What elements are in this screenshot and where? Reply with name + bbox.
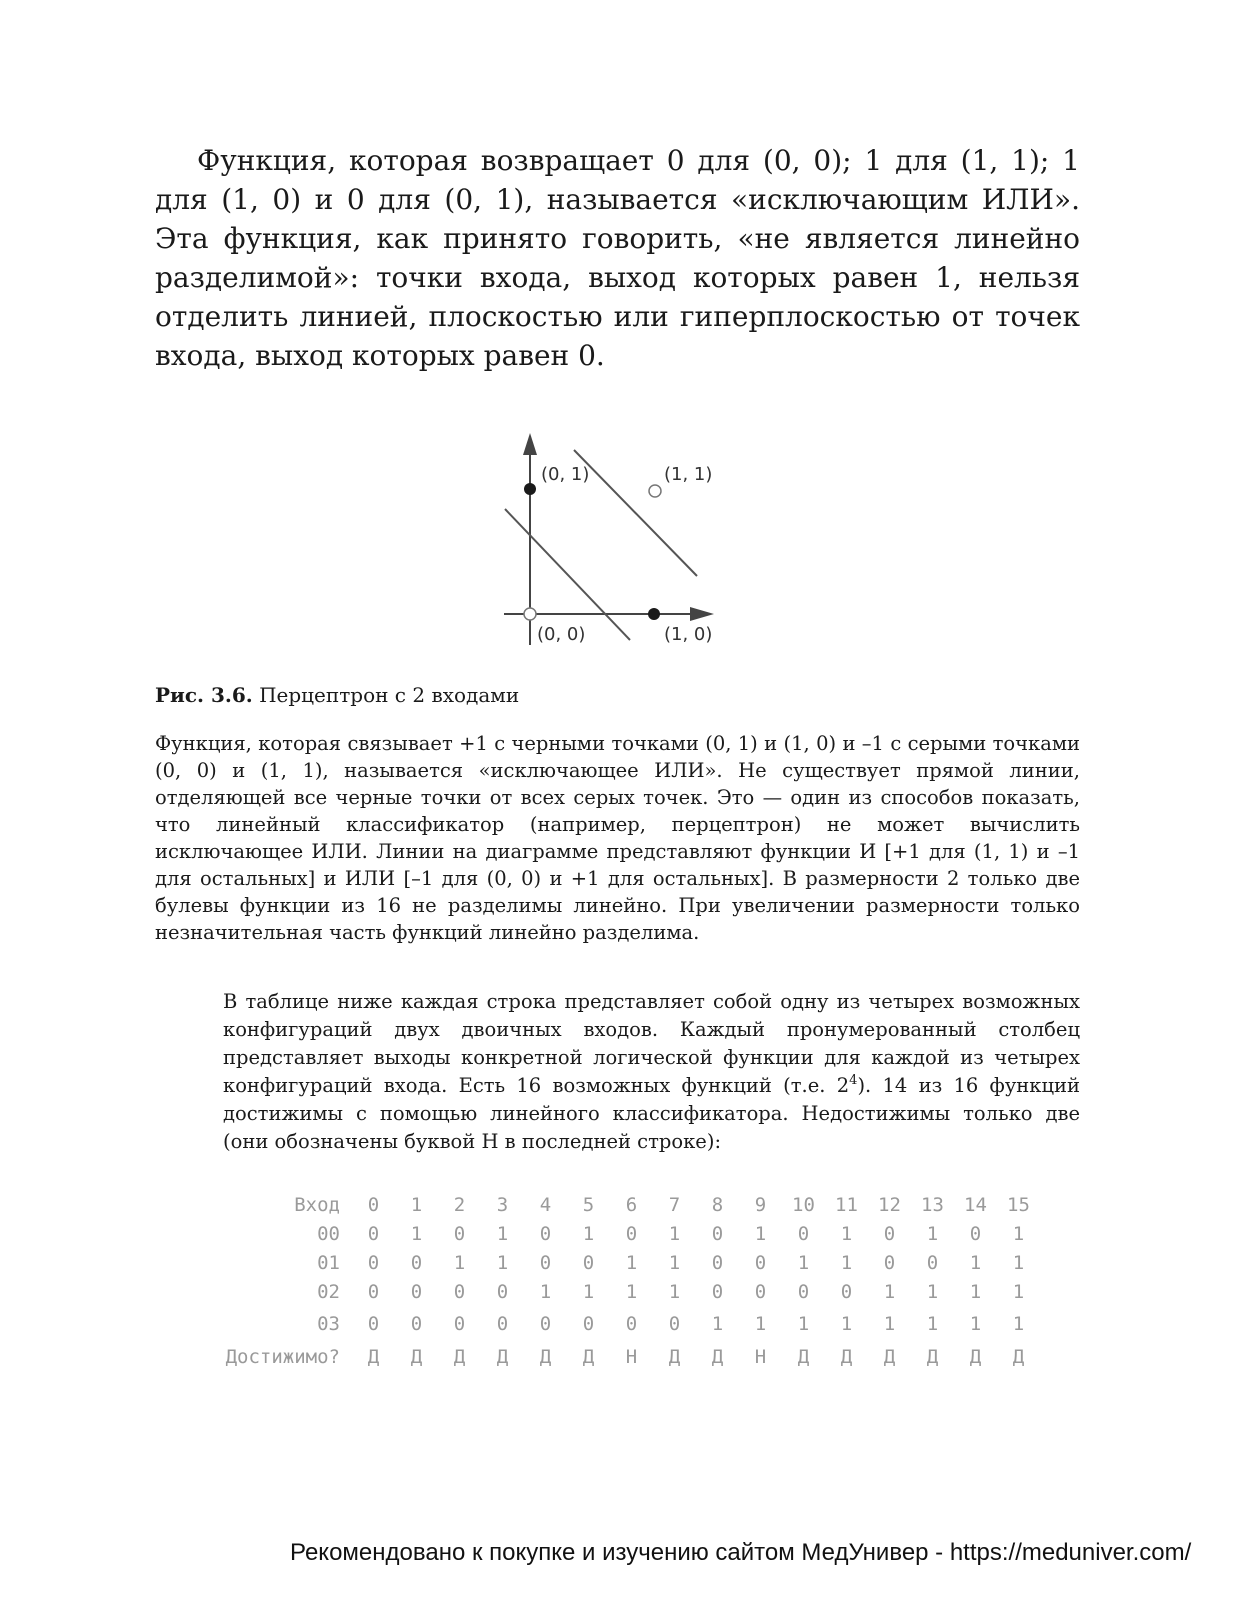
table-cell: 1 <box>1012 1313 1025 1335</box>
table-cell: 0 <box>410 1280 423 1303</box>
table-cell: 0 <box>367 1313 380 1335</box>
table-cell: 0 <box>367 1280 380 1303</box>
table-cell: 1 <box>410 1193 423 1216</box>
table-cell: Д <box>539 1345 552 1368</box>
table-cell: 0 <box>539 1251 552 1274</box>
table-cell: 0 <box>582 1251 595 1274</box>
table-row <box>190 1277 1040 1306</box>
table-cell: 0 <box>711 1280 724 1303</box>
table-cell: 0 <box>453 1280 466 1303</box>
table-cell: 1 <box>969 1251 982 1274</box>
table-cell: 1 <box>754 1222 767 1245</box>
table-cell: 0 <box>539 1222 552 1245</box>
label-1-0: (1, 0) <box>664 624 713 645</box>
table-cell: 0 <box>926 1251 939 1274</box>
table-intro: В таблице ниже каждая строка представляет собой одну из четырех возможных конфигураций двух двоичных входов. Каждый пронумерованный столбец представляет выходы конкретной логической функции для каждой из четырех конфигураций входа. Есть 16 возможных функций (т.е. $2^4$). 14 из 16 функций достижимы с помощью линейного классификатора. Недостижимы только две (они обозначены буквой Н в последней строке): <box>223 990 1081 1153</box>
point-1-1 <box>649 485 661 497</box>
table-cell: 13 <box>921 1193 944 1216</box>
table-cell: 1 <box>668 1251 681 1274</box>
table-cell: Д <box>969 1345 982 1368</box>
achievable-row <box>190 1342 1040 1371</box>
table-cell: Д <box>883 1345 896 1368</box>
table-cell: 7 <box>668 1193 681 1216</box>
table-cell: 1 <box>926 1313 939 1335</box>
row-label: 03 <box>317 1313 340 1335</box>
table-cell: 14 <box>964 1193 987 1216</box>
caption-label: Рис. 3.6. <box>155 683 253 707</box>
table-cell: 1 <box>969 1280 982 1303</box>
table-cell: 2 <box>453 1193 466 1216</box>
table-cell: Д <box>840 1345 853 1368</box>
table-cell: 10 <box>792 1193 815 1216</box>
row-label: 00 <box>317 1222 340 1245</box>
table-cell: 0 <box>367 1222 380 1245</box>
truth-table <box>190 1190 1040 1371</box>
table-cell: 1 <box>840 1222 853 1245</box>
table-row <box>190 1219 1040 1248</box>
table-cell: 0 <box>453 1313 466 1335</box>
table-cell: 1 <box>539 1280 552 1303</box>
table-cell: Д <box>453 1345 466 1368</box>
table-cell: 1 <box>797 1313 810 1335</box>
table-cell: Н <box>625 1345 638 1368</box>
table-cell: 1 <box>754 1313 767 1335</box>
table-cell: 0 <box>711 1222 724 1245</box>
figure-note: Функция, которая связывает +1 с черными точками (0, 1) и (1, 0) и –1 с серыми точками (0, 0) и (1, 1), называется «исключающее ИЛИ». Не существует прямой линии, отделяющей все черные точки от всех серых точек. Это — один из способов показать, что линейный классификатор (например, перцептрон) не может вычислить исключающее ИЛИ. Линии на диаграмме представляют функции И [+1 для (1, 1) и –1 для остальных] и ИЛИ [–1 для (0, 0) и +1 для остальных]. В размерности 2 только две булевы функции из 16 не разделимы линейно. При увеличении размерности только незначительная часть функций линейно разделима. <box>155 732 1080 944</box>
table-cell: 9 <box>754 1193 767 1216</box>
table-cell: 8 <box>711 1193 724 1216</box>
table-cell: 5 <box>582 1193 595 1216</box>
table-cell: Н <box>754 1345 767 1368</box>
table-cell: 1 <box>926 1222 939 1245</box>
point-1-0 <box>648 608 660 620</box>
table-cell: 1 <box>582 1222 595 1245</box>
table-cell: 1 <box>496 1222 509 1245</box>
row-label: Достижимо? <box>225 1345 340 1368</box>
table-cell: Д <box>496 1345 509 1368</box>
table-cell: 0 <box>496 1313 509 1335</box>
x-axis-arrow <box>690 607 714 621</box>
table-cell: 0 <box>625 1222 638 1245</box>
table-cell: 4 <box>539 1193 552 1216</box>
table-cell: 1 <box>969 1313 982 1335</box>
table-cell: 0 <box>840 1280 853 1303</box>
table-cell: 0 <box>797 1222 810 1245</box>
table-cell: 1 <box>668 1280 681 1303</box>
y-axis-arrow <box>523 433 537 455</box>
table-cell: 0 <box>582 1313 595 1335</box>
table-cell: 0 <box>754 1280 767 1303</box>
table-cell: 15 <box>1007 1193 1030 1216</box>
table-cell: 12 <box>878 1193 901 1216</box>
table-cell: 0 <box>367 1193 380 1216</box>
table-cell: 0 <box>410 1313 423 1335</box>
row-label: Вход <box>294 1193 340 1216</box>
footer-note: Рекомендовано к покупке и изучению сайтом МедУнивер - https://meduniver.com/ <box>290 1539 1192 1566</box>
or-line <box>505 509 630 640</box>
table-cell: Д <box>711 1345 724 1368</box>
table-cell: 0 <box>625 1313 638 1335</box>
table-cell: 1 <box>926 1280 939 1303</box>
table-cell: 1 <box>625 1251 638 1274</box>
main-paragraph: Функция, которая возвращает 0 для (0, 0); 1 для (1, 1); 1 для (1, 0) и 0 для (0, 1), называется «исключающим ИЛИ». Эта функция, как принято говорить, «не является линейно разделимой»: точки входа, выход которых равен 1, нельзя отделить линией, плоскостью или гиперплоскостью от точек входа, выход которых равен 0. <box>155 144 1080 372</box>
table-cell: 0 <box>367 1251 380 1274</box>
table-cell: 1 <box>840 1313 853 1335</box>
table-cell: 1 <box>582 1280 595 1303</box>
label-0-1: (0, 1) <box>541 464 590 485</box>
table-cell: 1 <box>496 1251 509 1274</box>
table-cell: 1 <box>797 1251 810 1274</box>
table-cell: 0 <box>797 1280 810 1303</box>
table-cell: 1 <box>711 1313 724 1335</box>
table-cell: 1 <box>1012 1280 1025 1303</box>
table-row <box>190 1306 1040 1342</box>
table-cell: 1 <box>1012 1222 1025 1245</box>
table-cell: Д <box>410 1345 423 1368</box>
table-cell: 1 <box>1012 1251 1025 1274</box>
caption-text: Перцептрон с 2 входами <box>259 683 520 707</box>
table-cell: 0 <box>668 1313 681 1335</box>
table-cell: 1 <box>410 1222 423 1245</box>
table-cell: 0 <box>969 1222 982 1245</box>
table-cell: 6 <box>625 1193 638 1216</box>
table-cell: 11 <box>835 1193 858 1216</box>
table-cell: 1 <box>840 1251 853 1274</box>
label-0-0: (0, 0) <box>537 624 586 645</box>
table-cell: 0 <box>754 1251 767 1274</box>
table-cell: 1 <box>625 1280 638 1303</box>
table-cell: 1 <box>668 1222 681 1245</box>
point-0-1 <box>524 483 536 495</box>
table-header-row <box>190 1190 1040 1219</box>
row-label: 02 <box>317 1280 340 1303</box>
table-cell: Д <box>668 1345 681 1368</box>
figure-caption <box>155 681 1080 709</box>
table-cell: 0 <box>453 1222 466 1245</box>
table-cell: 0 <box>539 1313 552 1335</box>
table-cell: 0 <box>883 1251 896 1274</box>
table-cell: 1 <box>883 1313 896 1335</box>
table-cell: Д <box>582 1345 595 1368</box>
table-cell: 0 <box>883 1222 896 1245</box>
table-cell: 1 <box>883 1280 896 1303</box>
table-row <box>190 1248 1040 1277</box>
xor-figure <box>490 425 750 665</box>
table-cell: 0 <box>496 1280 509 1303</box>
table-cell: Д <box>367 1345 380 1368</box>
point-0-0 <box>524 608 536 620</box>
table-cell: 0 <box>410 1251 423 1274</box>
table-cell: Д <box>1012 1345 1025 1368</box>
table-cell: 1 <box>453 1251 466 1274</box>
row-label: 01 <box>317 1251 340 1274</box>
table-cell: 0 <box>711 1251 724 1274</box>
table-cell: 3 <box>496 1193 509 1216</box>
label-1-1: (1, 1) <box>664 464 713 485</box>
table-cell: Д <box>926 1345 939 1368</box>
table-cell: Д <box>797 1345 810 1368</box>
